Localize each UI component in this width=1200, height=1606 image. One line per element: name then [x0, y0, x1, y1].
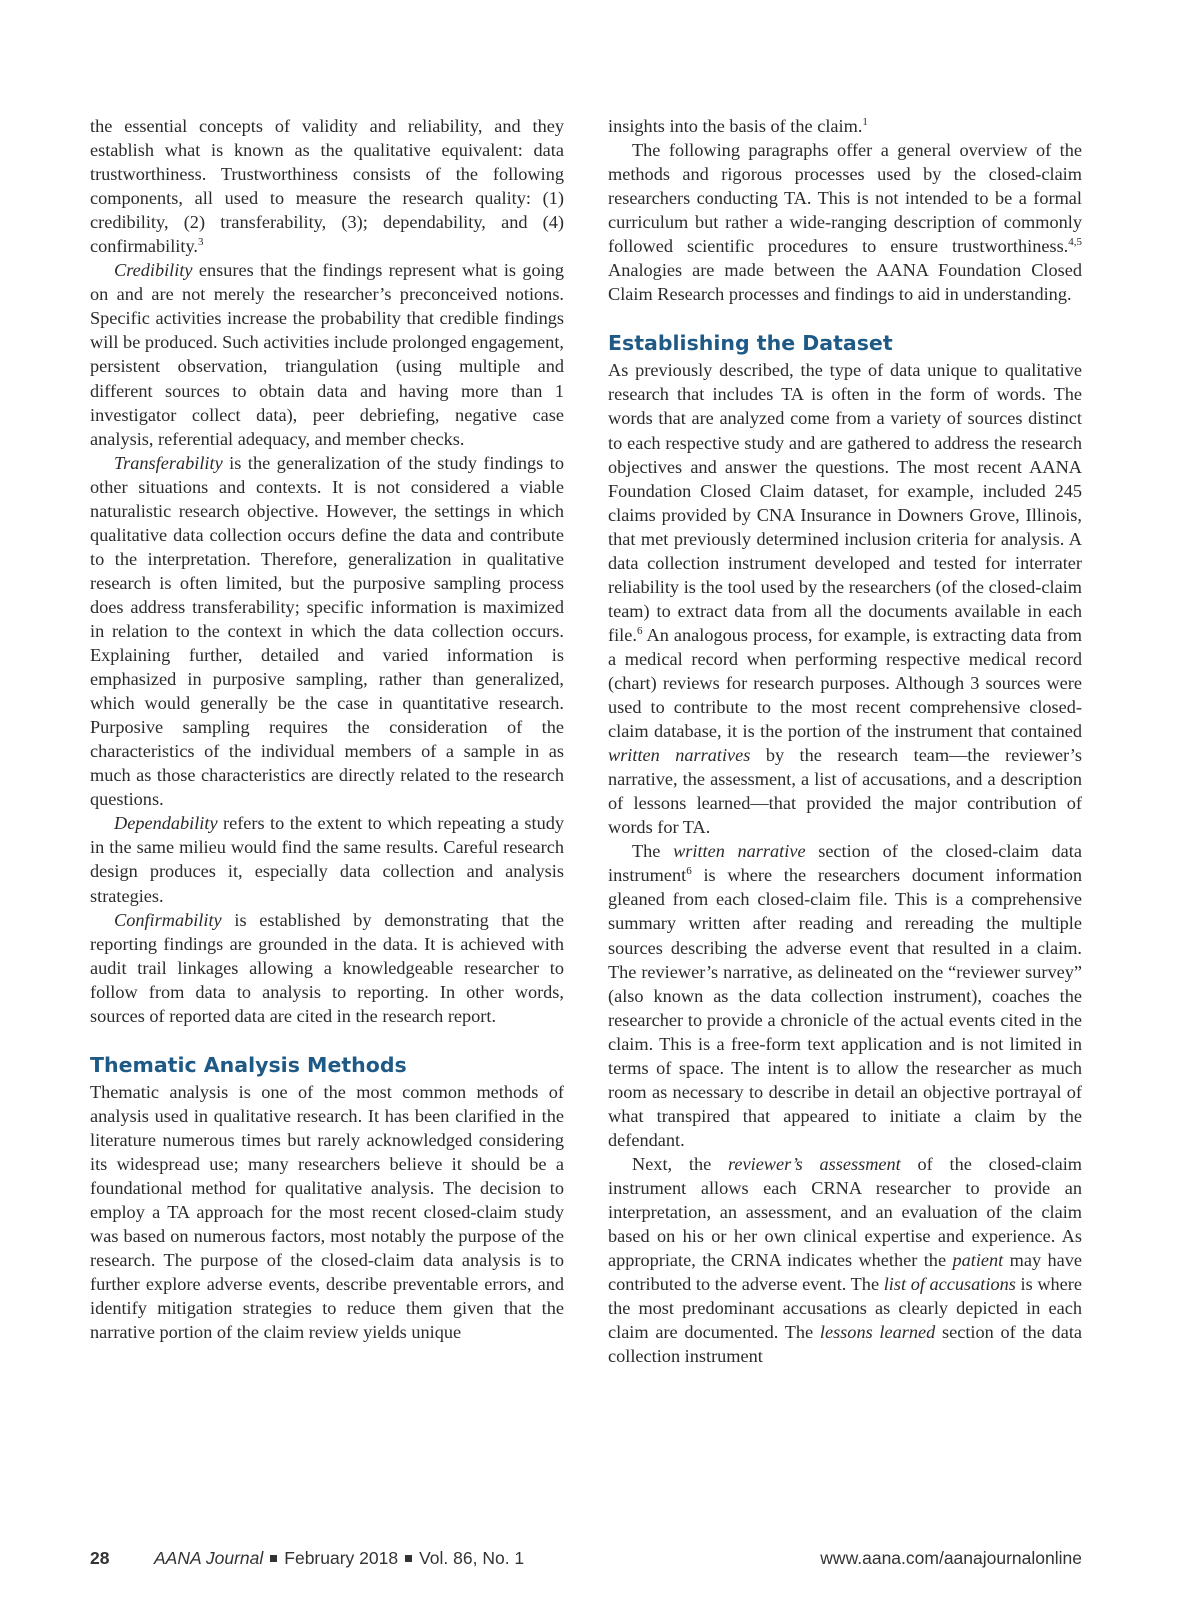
- issue-date: February 2018: [284, 1548, 399, 1568]
- paragraph-overview: The following paragraphs offer a general overview of the methods and rigorous processes used by the closed-claim researchers conducting TA. This is not intended to be a formal curriculum but rather a wide-ranging description of commonly followed scientific procedures to ensure trustworthiness.$^{4,5}$ Analogies are made between the AANA Foundation Closed Claim Research processes and findings to aid in understanding.: [608, 140, 1082, 305]
- paragraph-continued: insights into the basis of the claim.$^1$: [608, 116, 868, 136]
- paragraph-ta-methods: Thematic analysis is one of the most common methods of analysis used in qualitative research. It has been clarified in the literature numerous times but rarely acknowledged considering its widespread use; many researchers believe it should be a foundational method for qualitative analysis. The decision to employ a TA approach for the most recent closed-claim study was based on numerous factors, most notably the purpose of the research. The purpose of the closed-claim data analysis is to further explore adverse events, describe preventable errors, and identify mitigation strategies to reduce them given that the narrative portion of the claim review yields unique: [90, 1081, 564, 1343]
- paragraph-transferability: Transferability is the generalization of the study findings to other situations and contexts. It is not considered a viable naturalistic research objective. However, the settings in which qualitative data collection occurs define the data and contribute to the interpretation. Therefore, generalization in qualitative research is often limited, but the purposive sampling process does address transferability; specific information is maximized in relation to the context in which the data collection occurs. Explaining further, detailed and varied information is emphasized in purposive sampling, rather than generalized, which would generally be the case in quantitative research. Purposive sampling requires the consideration of the characteristics of the individual members of a sample in as much as those characteristics are directly related to the research questions.: [90, 452, 564, 810]
- square-bullet-icon: [270, 1555, 277, 1562]
- citation-ref: 1: [862, 116, 868, 128]
- square-bullet-icon: [405, 1555, 412, 1562]
- page-footer: [90, 1548, 1082, 1572]
- section-heading-dataset: Establishing the Dataset: [608, 331, 893, 356]
- citation-ref: 3: [197, 236, 204, 249]
- term-credibility: Credibility: [114, 260, 193, 281]
- paragraph-confirmability: Confirmability is established by demonstrating that the reporting findings are grounded in the data. It is achieved with audit trail linkages allowing a knowledgeable researcher to follow from data to analysis to reporting. In other words, sources of reported data are cited in the research report.: [90, 909, 564, 1026]
- section-heading-thematic-analysis: Thematic Analysis Methods: [90, 1052, 407, 1077]
- journal-name: AANA Journal: [154, 1548, 264, 1568]
- paragraph-credibility: Credibility ensures that the findings represent what is going on and are not merely the researcher’s preconceived notions. Specific activities increase the probability that credible findings will be produced. Such activities include prolonged engagement, persistent observation, triangulation (using multiple and different sources to obtain data and having more than 1 investigator collect data), peer debriefing, negative case analysis, referential adequacy, and member checks.: [90, 260, 564, 449]
- paragraph-intro: the essential concepts of validity and reliability, and they establish what is known as the qualitative equivalent: data trustworthiness. Trustworthiness consists of the following components, all used to measure the research quality: (1) credibility, (2) transferability, (3); dependability, and (4) confirmability.$^3$: [90, 116, 564, 257]
- citation-ref: 6: [636, 624, 643, 637]
- volume-issue: Vol. 86, No. 1: [419, 1548, 525, 1568]
- term-transferability: Transferability: [114, 452, 223, 473]
- journal-url: www.aana.com/aanajournalonline: [820, 1548, 1082, 1568]
- paragraph-dataset: As previously described, the type of data unique to qualitative research that includes TA is often in the form of words. The words that are analyzed come from a variety of sources distinct to each respective study and are gathered to address the research objectives and answer the questions. The most recent AANA Foundation Closed Claim dataset, for example, included 245 claims provided by CNA Insurance in Downers Grove, Illinois, that met previously determined inclusion criteria for analysis. A data collection instrument developed and tested for interrater reliability is the tool used by the researchers (of the closed-claim team) to extract data from all the documents available in each file.$^6$ An analogous process, for example, is extracting data from a medical record when performing respective medical record (chart) reviews for research purposes. Although 3 sources were used to contribute to the most recent comprehensive closed-claim database, it is the portion of the instrument that contained written narratives by the research team—the reviewer’s narrative, the assessment, a list of accusations, and a description of lessons learned—that provided the major contribution of words for TA.: [608, 360, 1082, 838]
- paragraph-written-narrative: The written narrative section of the closed-claim data instrument$^6$ is where the researchers document information gleaned from each closed-claim file. This is a comprehensive summary written after reading and rereading the multiple sources describing the adverse event that resulted in a claim. The reviewer’s narrative, as delineated on the “reviewer survey” (also known as the data collection instrument), coaches the researcher to provide a chronicle of the actual events cited in the claim. This is a free-form text application and is not limited in terms of space. The intent is to allow the researcher as much room as necessary to describe in detail an objective portrayal of what transpired that appeared to initiate a claim by the defendant.: [608, 841, 1082, 1150]
- right-column: [608, 114, 1082, 1368]
- paragraph-reviewer-assessment: Next, the reviewer’s assessment of the closed-claim instrument allows each CRNA researcher to provide an interpretation, an assessment, and an evaluation of the claim based on his or her own clinical expertise and experience. As appropriate, the CRNA indicates whether the patient may have contributed to the adverse event. The list of accusations is where the most predominant accusations as clearly depicted in each claim are documented. The lessons learned section of the data collection instrument: [608, 1153, 1083, 1367]
- term-dependability: Dependability: [114, 813, 218, 834]
- citation-ref: 6: [686, 865, 692, 878]
- page-number: 28: [90, 1548, 110, 1568]
- term-confirmability: Confirmability: [114, 909, 222, 930]
- paragraph-dependability: Dependability refers to the extent to which repeating a study in the same milieu would find the same results. Careful research design produces it, especially data collection and analysis strategies.: [90, 813, 564, 906]
- left-column: [90, 114, 564, 1344]
- journal-citation: [154, 1548, 524, 1569]
- citation-ref: 4,5: [1068, 236, 1082, 249]
